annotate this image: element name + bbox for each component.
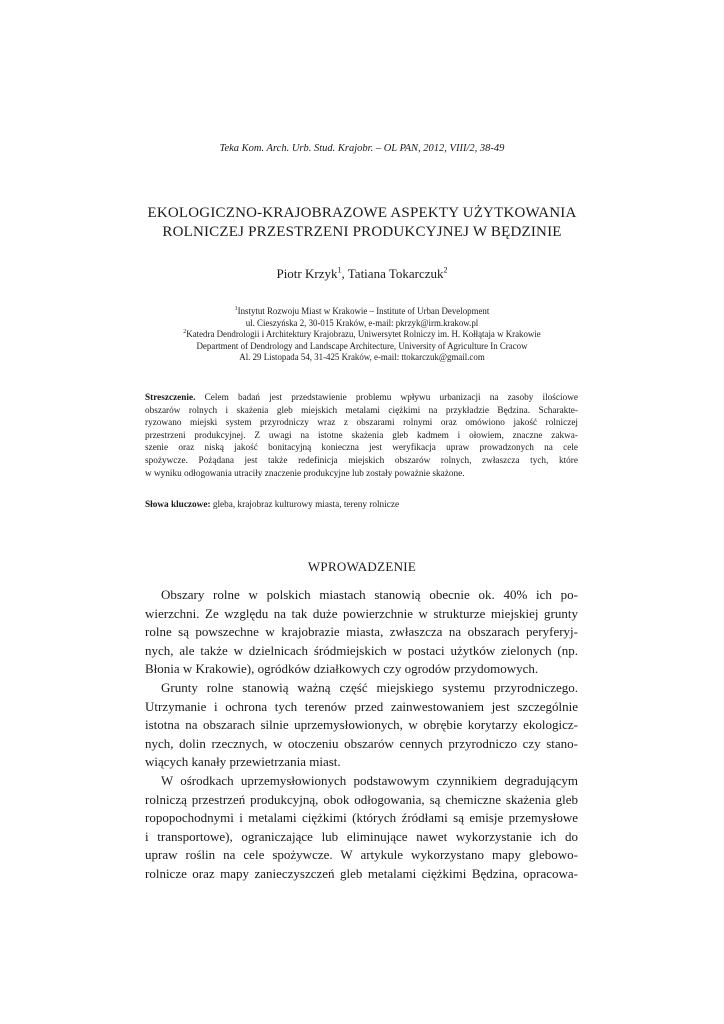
section-heading: WPROWADZENIE bbox=[307, 559, 417, 574]
keywords-text: gleba, krajobraz kulturowy miasta, tereny rolnicze bbox=[210, 500, 400, 510]
affiliation-line bbox=[0, 318, 724, 330]
body-line: upraw roślin na cele spożywcze. W artykule wykorzystano mapy glebowo- bbox=[145, 847, 578, 863]
author-separator: , bbox=[341, 266, 348, 281]
body-line: ropopochodnymi i metalami ciężkimi (których źródłami są emisje przemysłowe bbox=[145, 810, 578, 826]
title-line: EKOLOGICZNO-KRAJOBRAZOWE ASPEKTY UŻYTKOWANIA bbox=[147, 205, 577, 221]
abstract-line: szenie oraz niską jakość bonitacyjną konieczna jest weryfikacja upraw prowadzonych na cele bbox=[145, 443, 578, 454]
affiliation-text: Al. 29 Listopada 54, 31-425 Kraków, e-mail: ttokarczuk@gmail.com bbox=[239, 352, 485, 363]
abstract bbox=[145, 392, 578, 480]
author-affiliation-mark: 2 bbox=[443, 265, 448, 275]
affiliation-mark: 2 bbox=[183, 329, 187, 336]
abstract-line: ryzowano miejski system przyrodniczy wraz z obszarami rolnymi oraz omówiono jakość rolniczej bbox=[145, 418, 578, 429]
body-line: i transportowe), ograniczające lub eliminujące nawet wykorzystanie ich do bbox=[145, 828, 578, 844]
body-line: Grunty rolne stanowią ważną część miejskiego systemu przyrodniczego. bbox=[161, 679, 578, 695]
abstract-line: spożywcze. Pożądana jest także redefinicja miejskich obszarów rolnych, zwłaszcza tych, które bbox=[145, 455, 578, 466]
abstract-line: w wyniku odłogowania utraciły znaczenie produkcyjne lub zostały poważnie skażone. bbox=[145, 468, 465, 479]
keywords-label: Słowa kluczowe: bbox=[145, 500, 211, 510]
paper-title bbox=[110, 204, 614, 242]
affiliation-line bbox=[0, 341, 724, 353]
affiliation-line bbox=[0, 329, 724, 341]
author-affiliation-mark: 1 bbox=[337, 265, 342, 275]
body-line: wierzchni. Ze względu na tak duże powierzchnie w strukturze miejskiej grunty bbox=[145, 605, 578, 621]
body-line: rolniczą przestrzeń produkcyjną, obok odłogowania, są chemiczne skażenia gleb bbox=[145, 791, 578, 807]
body-line: istotna na obszarach silnie uprzemysłowionych, w obrębie korytarzy ekologicz- bbox=[145, 717, 578, 733]
body-line: nych, ale także w dzielnicach śródmiejskich w postaci użytków zielonych (np. bbox=[145, 642, 578, 658]
author-name: Tatiana Tokarczuk bbox=[347, 266, 444, 281]
body-line: Błonia w Krakowie), ogródków działkowych czy ogrodów przydomowych. bbox=[145, 661, 539, 677]
affiliation-mark: 1 bbox=[234, 306, 238, 313]
journal-citation: Teka Kom. Arch. Urb. Stud. Krajobr. – OL PAN, 2012, VIII/2, 38-49 bbox=[219, 143, 505, 154]
author-list bbox=[0, 266, 724, 282]
affiliation-text: Instytut Rozwoju Miast w Krakowie – Institute of Urban Development bbox=[237, 306, 490, 316]
affiliation-line bbox=[0, 352, 724, 364]
body-line: rolne są powszechne w krajobrazie miasta, zwłaszcza na obszarach peryferyj- bbox=[145, 624, 578, 640]
affiliation-text: ul. Cieszyńska 2, 30-015 Kraków, e-mail: pkrzyk@irm.krakow.pl bbox=[245, 317, 479, 328]
body-text bbox=[145, 586, 578, 884]
affiliations bbox=[0, 306, 724, 364]
affiliation-line bbox=[0, 306, 724, 318]
body-line: Utrzymanie i ochrona tych terenów przed zainwestowaniem jest szczególnie bbox=[145, 698, 578, 714]
body-line: Obszary rolne w polskich miastach stanowią obecnie ok. 40% ich po- bbox=[161, 587, 578, 602]
affiliation-text: Department of Dendrology and Landscape Architecture, University of Agriculture In Cracow bbox=[196, 340, 528, 351]
abstract-line: obszarów rolnych i skażenia gleb miejskich metalami ciężkimi na przykładzie Będzina. Scharakte- bbox=[145, 405, 578, 416]
abstract-line bbox=[145, 392, 578, 405]
abstract-text: Celem badań jest przedstawienie problemu wpływu urbanizacji na zasoby ilościowe bbox=[195, 393, 578, 403]
body-line: W ośrodkach uprzemysłowionych podstawowym czynnikiem degradującym bbox=[161, 772, 578, 788]
body-line: nych, dolin rzecznych, w otoczeniu obszarów cennych przyrodniczo czy stano- bbox=[145, 735, 578, 751]
abstract-label: Streszczenie. bbox=[145, 393, 196, 403]
body-line: wiących kanały przewietrzania miast. bbox=[145, 754, 341, 770]
author-name: Piotr Krzyk bbox=[276, 266, 338, 281]
keywords bbox=[145, 500, 578, 510]
abstract-line: przestrzeni produkcyjnej. Z uwagi na istotne skażenia gleb kadmem i ołowiem, znaczne zakwa- bbox=[145, 430, 578, 441]
title-line: ROLNICZEJ PRZESTRZENI PRODUKCYJNEJ W BĘDZINIE bbox=[162, 224, 562, 240]
affiliation-text: Katedra Dendrologii i Architektury Krajobrazu, Uniwersytet Rolniczy im. H. Kołłątaja w Krakowie bbox=[186, 329, 541, 340]
body-line: rolnicze oraz mapy zanieczyszczeń gleb metalami ciężkimi Będzina, opracowa- bbox=[145, 865, 578, 881]
